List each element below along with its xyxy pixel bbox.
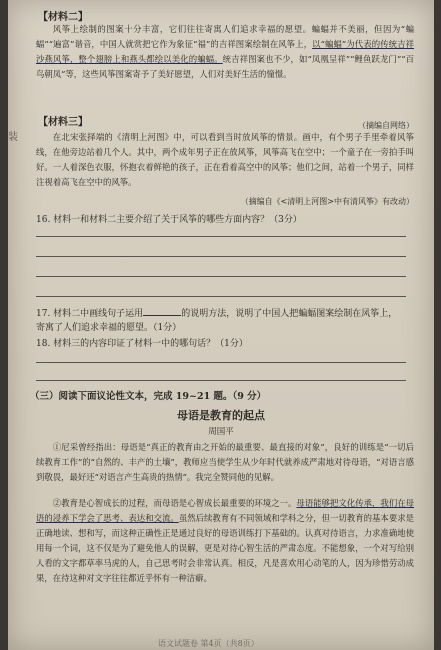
material3-text: 在北宋张择端的《清明上河图》中，可以看到当时放风筝的情景。画中，有个男子手里牵着风筝线，在他旁边站着几个人。其中，两个成年男子正在放风筝，风筝高飞在空中；一个童子在一旁拍手叫好。一人着深色衣服，怀抱衣着鲜艳的孩子，正在看着高空中的风筝；他们之间，站着一个男子，同样注视着高飞在空中的风筝。 [36, 132, 414, 187]
question-17-line2: 寄寓了人们追求幸福的愿望。（1分） [36, 323, 182, 333]
article-paragraph-2-underlined: 母语能够把文化传承，我们在母语的浸养下学会了思考、表达和交流。 [36, 498, 415, 523]
article-title: 母语是教育的起点 [177, 409, 265, 422]
answer-line-16-2[interactable] [36, 256, 406, 257]
article-paragraph-2-post: 虽然后续教育有不同领域和学科之分，但一切教育的基本要求是正确地读、想和写，而这种正确性正是通过良好的母语训练打下基础的。认真对待语言，力求准确地使用每一个词，这不仅是为了避免他人的误解，更是对待心智生活的严肃态度。不能想象，一个对写给别人看的文字都草率马虎的人，自己思考时会非常认真。相反，凡是喜欢用心动笔的人，因为珍惜劳动成果，在待这种对文字往往都近乎怀有一种洁癖。 [36, 513, 415, 583]
question-17-post: 的说明方法，说明了中国人把蝙蝠图案绘制在风筝上， [181, 309, 398, 319]
article-author: 周国平 [208, 427, 234, 437]
material2-source: （摘编自网络） [358, 121, 414, 130]
answer-line-16-3[interactable] [36, 276, 406, 277]
answer-line-18-2[interactable] [36, 380, 406, 381]
question-17 [36, 306, 397, 319]
exam-page [8, 0, 434, 650]
material3-source: （摘编自《<清明上河图>中有清风筝》有改动） [240, 197, 414, 206]
answer-line-18-1[interactable] [36, 362, 406, 363]
article-paragraph-1: ①尼采曾经指出：母语是“真正的教育由之开始的最重要、最直接的对象”，良好的训练是“一切后续教育工作”的“自然的、丰产的土壤”，教师应当使学生从少年时代就养成严肃地对待母语，“对语言感到敬畏，最好还“对语言产生高贵的热情”。我完全赞同他的见解。 [36, 442, 414, 482]
answer-line-16-1[interactable] [36, 236, 406, 237]
question-18: 18. 材料三的内容印证了材料一中的哪句话？（1分） [36, 339, 248, 349]
material2-text [36, 22, 414, 82]
question-17-blank[interactable] [143, 307, 181, 316]
question-17-pre: 17. 材料二中画线句子运用 [36, 309, 144, 319]
page-footer: 语文试题卷 第4页（共8页） [158, 639, 259, 648]
material3-heading: 【材料三】 [38, 117, 88, 128]
question-16: 16. 材料一和材料二主要介绍了关于风筝的哪些方面内容？（3分） [36, 215, 302, 225]
material2-heading: 【材料二】 [38, 12, 88, 23]
article-paragraph-2 [36, 496, 414, 586]
answer-line-16-4[interactable] [36, 296, 406, 297]
material2-text-pre: 风筝上绘制的图案十分丰富，它们往往寄寓人们追求幸福的愿望。蝙蝠并不美丽，但因为“蝙蝠”“遍富”谐音，中国人就赏把它作为象征“福”的吉祥图案绘制在风筝上， [36, 24, 414, 49]
material2-text-post: 统吉祥图案也不少，如“凤凰呈祥”“鲤鱼跃龙门”“百鸟朝凤”等，这些风筝图案寄予了美好愿望，人们对美好生活的憧憬。 [36, 54, 415, 79]
binding-mark: 装 [8, 132, 18, 143]
material2-underlined-sentence: 以“蝙蝠”为代表的传统吉祥沙燕风筝，整个翅膀上和燕头都绘以美化的蝙蝠。 [36, 39, 415, 64]
article-paragraph-2-pre: ②教育是心智成长的过程，而母语是心智成长最重要的环境之一。 [52, 498, 297, 508]
section3-heading: （三）阅读下面议论性文本，完成 19~21 题。（9 分） [30, 391, 267, 402]
